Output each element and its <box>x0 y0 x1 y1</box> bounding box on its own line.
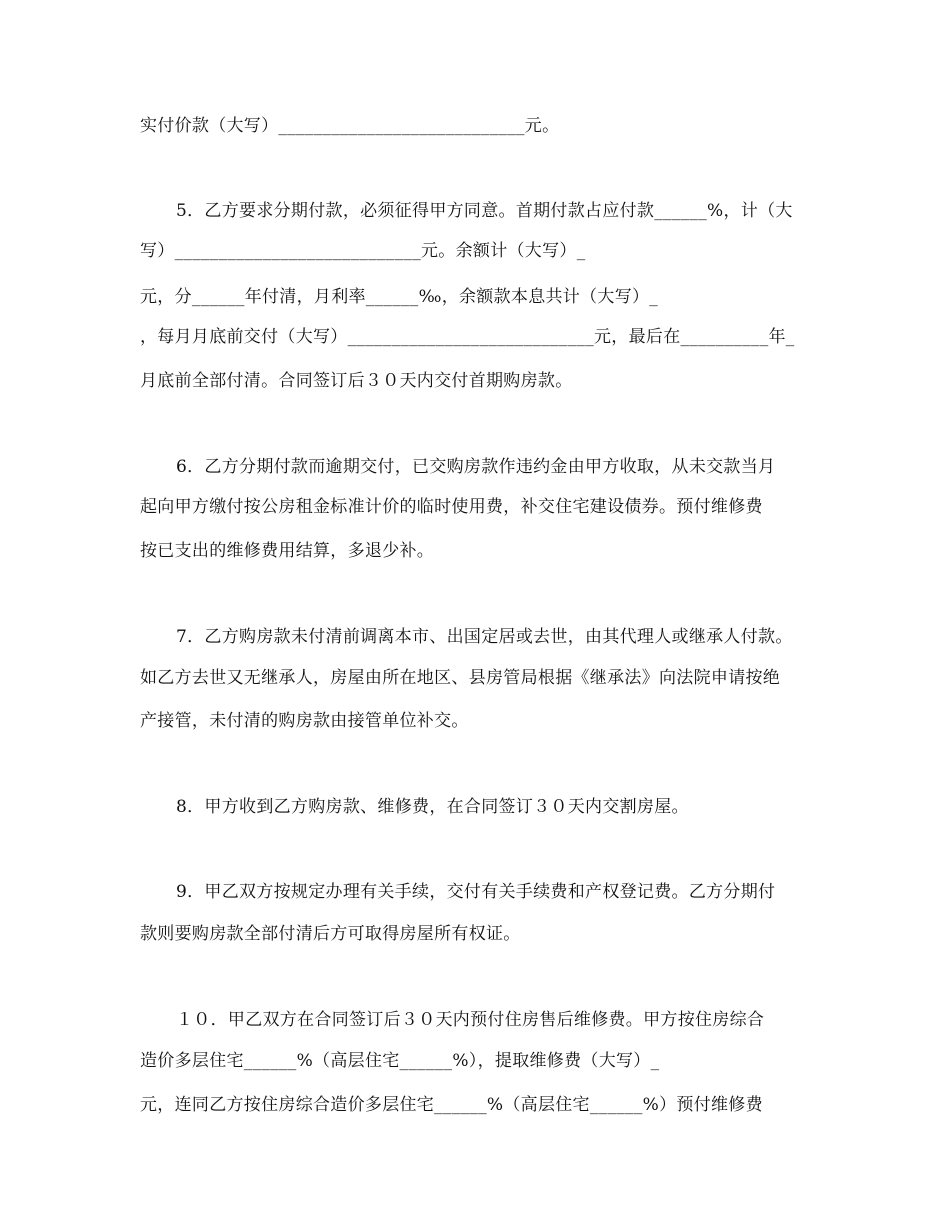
clause-10-line-1: １０．甲乙双方在合同签订后３０天内预付住房售后维修费。甲方按住房综合 <box>176 1010 765 1030</box>
clause-10-line-3: 元，连同乙方按住房综合造价多层住宅______%（高层住宅______%）预付维修费 <box>140 1095 763 1115</box>
clause-7-line-2: 如乙方去世又无继承人，房屋由所在地区、县房管局根据《继承法》向法院申请按绝 <box>140 668 781 688</box>
clause-8-line-1: 8．甲方收到乙方购房款、维修费，在合同签订３０天内交割房屋。 <box>176 797 689 817</box>
clause-5-line-1: 5．乙方要求分期付款，必须征得甲方同意。首期付款占应付款______%，计（大 <box>176 201 793 221</box>
price-line: 实付价款（大写）____________________________元。 <box>140 116 560 136</box>
clause-5-line-4: ，每月月底前交付（大写）____________________________元，最后在__________年_ <box>140 327 795 347</box>
clause-6-line-2: 起向甲方缴付按公房租金标准计价的临时使用费，补交住宅建设债券。预付维修费 <box>140 497 763 517</box>
clause-7-line-3: 产接管，未付清的购房款由接管单位补交。 <box>140 711 469 731</box>
clause-10-line-2: 造价多层住宅______%（高层住宅______%），提取维修费（大写）_ <box>140 1051 660 1071</box>
clause-7-line-1: 7．乙方购房款未付清前调离本市、出国定居或去世，由其代理人或继承人付款。 <box>176 627 793 647</box>
clause-6-line-3: 按已支出的维修费用结算，多退少补。 <box>140 541 435 561</box>
clause-9-line-1: 9．甲乙双方按规定办理有关手续，交付有关手续费和产权登记费。乙方分期付 <box>176 882 776 902</box>
clause-6-line-1: 6．乙方分期付款而逾期交付，已交购房款作违约金由甲方收取，从未交款当月 <box>176 457 776 477</box>
clause-5-line-5: 月底前全部付清。合同签订后３０天内交付首期购房款。 <box>140 371 573 391</box>
clause-5-line-2: 写）____________________________元。余额计（大写）_ <box>140 241 586 261</box>
clause-9-line-2: 款则要购房款全部付清后方可取得房屋所有权证。 <box>140 924 521 944</box>
clause-5-line-3: 元，分______年付清，月利率______‰，余额款本息共计（大写）_ <box>140 287 659 307</box>
